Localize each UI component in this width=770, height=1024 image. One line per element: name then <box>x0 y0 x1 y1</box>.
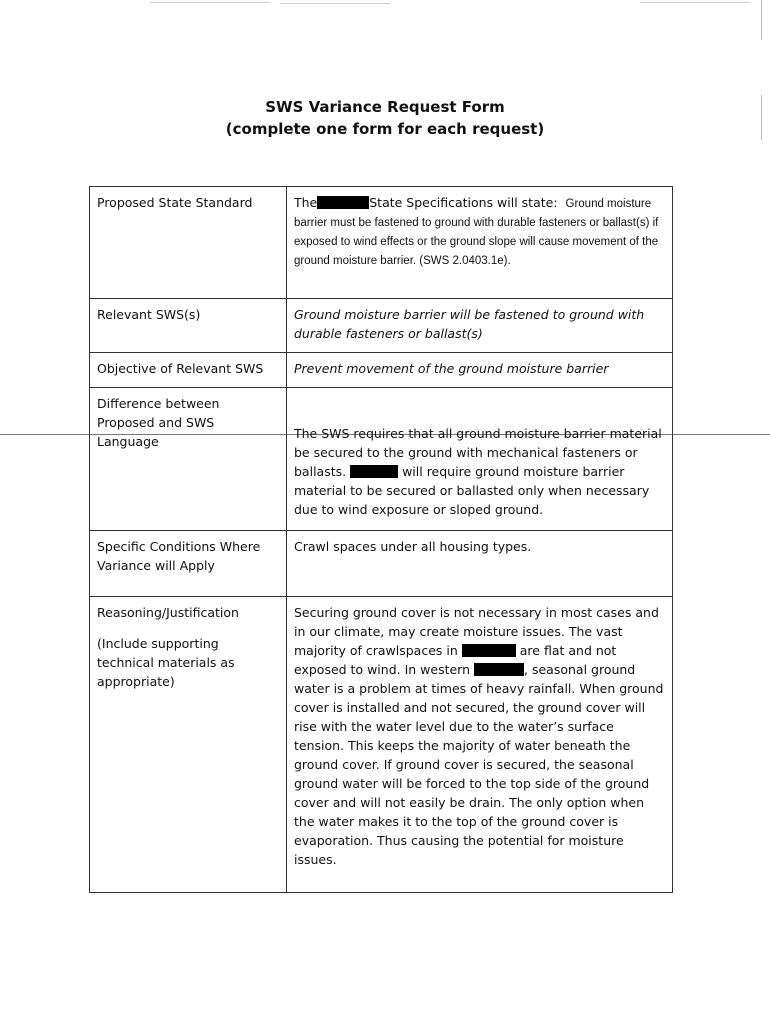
value-part1: Securing ground cover is not necessary in most cases and in our climate, may create moisture issues. The vast majority of crawlspaces in <box>294 605 659 658</box>
scan-speck-top-3 <box>640 2 750 3</box>
label-reasoning <box>90 597 287 893</box>
value-prefix: The <box>294 195 318 210</box>
label-text: Difference between Proposed and SWS Language <box>97 396 220 449</box>
value-text: Prevent movement of the ground moisture barrier <box>294 361 609 376</box>
form-title-main: SWS Variance Request Form <box>265 98 505 116</box>
redaction-bar <box>350 465 398 478</box>
label-text: Relevant SWS(s) <box>97 307 201 322</box>
value-lead: State Specifications will state: <box>369 195 558 210</box>
value-proposed-state-standard <box>287 187 673 299</box>
row-specific-conditions <box>90 531 673 597</box>
redaction-bar <box>462 644 516 657</box>
label-difference <box>90 388 287 531</box>
row-difference <box>90 388 673 531</box>
form-title-subtitle: (complete one form for each request) <box>225 120 545 138</box>
value-part3: , seasonal ground water is a problem at times of heavy rainfall. When ground cover is installed and not secured, the ground cover will rise with the water level due to the water’s surface tension. This keeps the majority of water beneath the ground cover. If ground cover is secured, the seasonal ground water will be forced to the top side of the ground cover and will not easily be drain. The only option when the water makes it to the top of the ground cover is evaporation. Thus causing the potential for moisture issues. <box>294 662 664 867</box>
value-difference <box>287 388 673 531</box>
form-title <box>0 96 770 140</box>
value-specific-conditions <box>287 531 673 597</box>
label-text: Proposed State Standard <box>97 195 253 210</box>
variance-form-table <box>89 186 673 893</box>
redaction-bar <box>317 196 369 209</box>
label-objective <box>90 353 287 388</box>
scan-speck-top-2 <box>280 3 390 4</box>
redaction-bar <box>474 663 524 676</box>
value-part1: The SWS requires that all ground moisture barrier material be secured to the ground with mechanical fasteners or ballasts. <box>294 426 662 479</box>
label-text: Specific Conditions Where Variance will Apply <box>97 539 261 573</box>
label-specific-conditions <box>90 531 287 597</box>
value-part2: will require ground moisture barrier material to be secured or ballasted only when necessary due to wind exposure or sloped ground. <box>294 464 650 517</box>
label-relevant-sws <box>90 299 287 353</box>
label-note: (Include supporting technical materials as appropriate) <box>97 636 235 689</box>
value-objective <box>287 353 673 388</box>
row-objective <box>90 353 673 388</box>
value-body: Ground moisture barrier must be fastened to ground with durable fasteners or ballast(s) if exposed to wind effects or the ground slope will cause movement of the ground moisture barrier. (SWS 2.0403.1e). <box>294 198 659 267</box>
row-relevant-sws <box>90 299 673 353</box>
label-proposed-state-standard <box>90 187 287 299</box>
row-reasoning <box>90 597 673 893</box>
value-text: Ground moisture barrier will be fastened to ground with durable fasteners or ballast(s) <box>294 307 645 341</box>
scan-edge-mark <box>761 0 762 40</box>
value-relevant-sws <box>287 299 673 353</box>
row-proposed-state-standard <box>90 187 673 299</box>
value-reasoning <box>287 597 673 893</box>
label-text: Objective of Relevant SWS <box>97 361 264 376</box>
value-part2: are flat and not exposed to wind. In western <box>294 643 617 677</box>
scan-speck-top <box>150 2 270 3</box>
label-text: Reasoning/Justification <box>97 605 239 620</box>
value-text: Crawl spaces under all housing types. <box>294 539 532 554</box>
